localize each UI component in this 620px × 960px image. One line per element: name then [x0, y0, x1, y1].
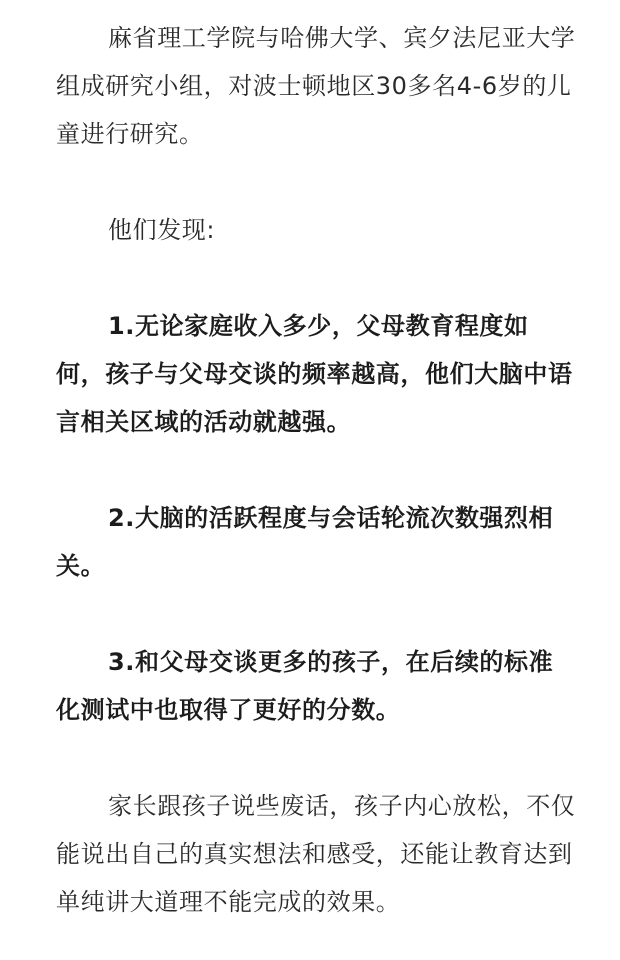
paragraph-conclusion: 家长跟孩子说些废话，孩子内心放松，不仅能说出自己的真实想法和感受，还能让教育达到单纯讲大道理不能完成的效果。: [56, 792, 576, 916]
paragraph-gap: [56, 158, 576, 206]
paragraph-finding-2: 2.大脑的活跃程度与会话轮流次数强烈相关。: [56, 504, 554, 580]
paragraph-finding-3: 3.和父母交谈更多的孩子，在后续的标准化测试中也取得了更好的分数。: [56, 648, 554, 724]
paragraph-findings-heading: 他们发现:: [108, 216, 216, 244]
paragraph-gap: [56, 446, 576, 494]
article-body: [56, 14, 576, 926]
paragraph-gap: [56, 590, 576, 638]
paragraph-finding-1: 1.无论家庭收入多少，父母教育程度如何，孩子与父母交谈的频率越高，他们大脑中语言相关区域的活动就越强。: [56, 312, 573, 436]
paragraph-gap: [56, 254, 576, 302]
paragraph-intro: 麻省理工学院与哈佛大学、宾夕法尼亚大学组成研究小组，对波士顿地区30多名4-6岁的儿童进行研究。: [56, 24, 576, 148]
paragraph-gap: [56, 734, 576, 782]
